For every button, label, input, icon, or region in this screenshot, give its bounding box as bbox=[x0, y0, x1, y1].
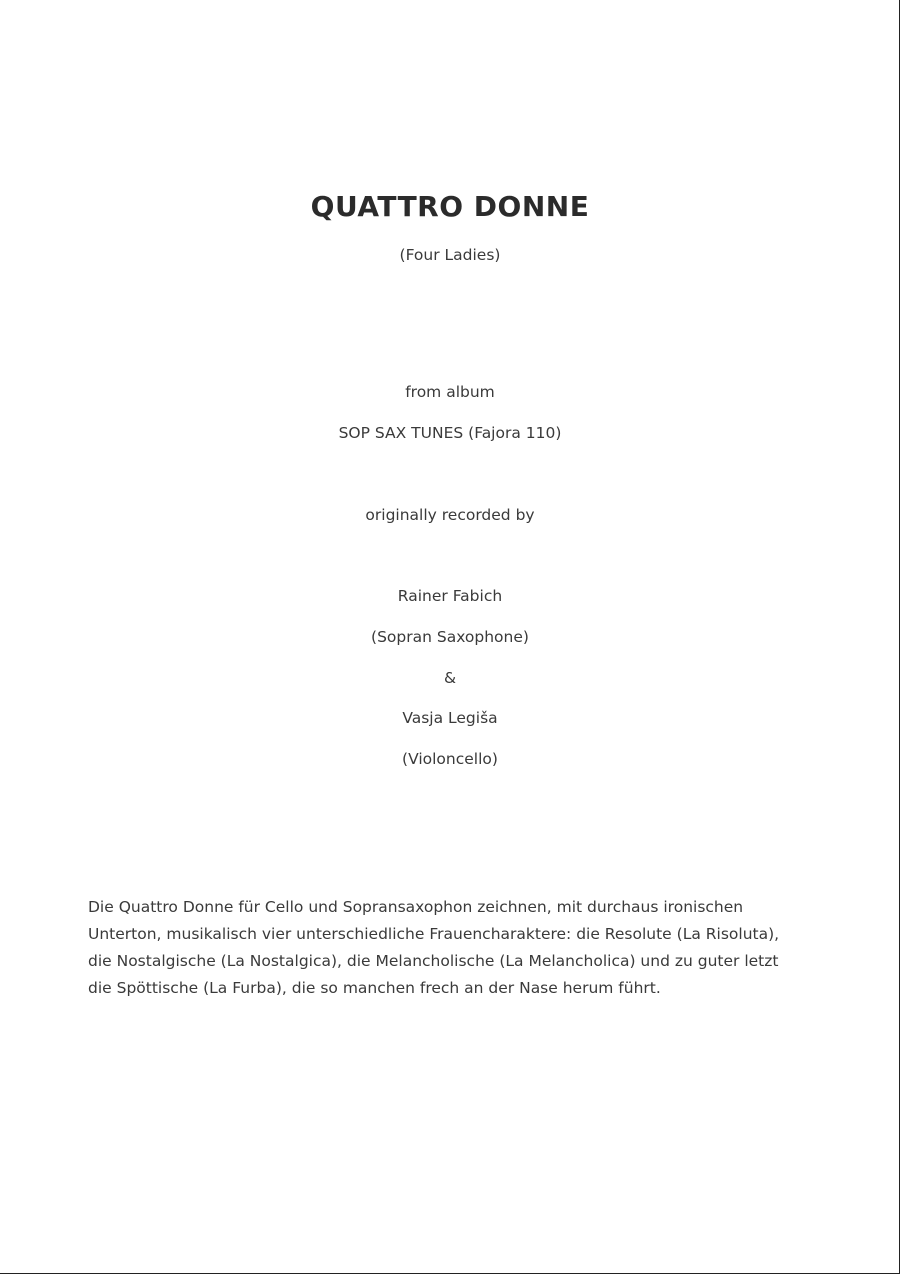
album-name: SOP SAX TUNES (Fajora 110) bbox=[338, 424, 562, 442]
ampersand: & bbox=[443, 669, 457, 687]
artist-1-instrument: (Sopran Saxophone) bbox=[371, 628, 529, 646]
page-subtitle: (Four Ladies) bbox=[399, 246, 501, 264]
artist-2-name: Vasja Legiša bbox=[402, 709, 498, 727]
page-title: QUATTRO DONNE bbox=[310, 190, 590, 223]
from-album-label: from album bbox=[405, 383, 495, 401]
artist-1-name: Rainer Fabich bbox=[397, 587, 503, 605]
artist-2-instrument: (Violoncello) bbox=[402, 750, 498, 768]
description-paragraph: Die Quattro Donne für Cello und Sopransaxophon zeichnen, mit durchaus ironischen Unterton, musikalisch vier unterschiedliche Frauencharaktere: die Resolute (La Risoluta), die Nostalgische (La Nostalgica), die Melancholische (La Melancholica) und zu guter letzt die Spöttische (La Furba), die so manchen frech an der Nase herum führt. bbox=[88, 897, 780, 997]
recorded-by-label: originally recorded by bbox=[365, 506, 535, 524]
